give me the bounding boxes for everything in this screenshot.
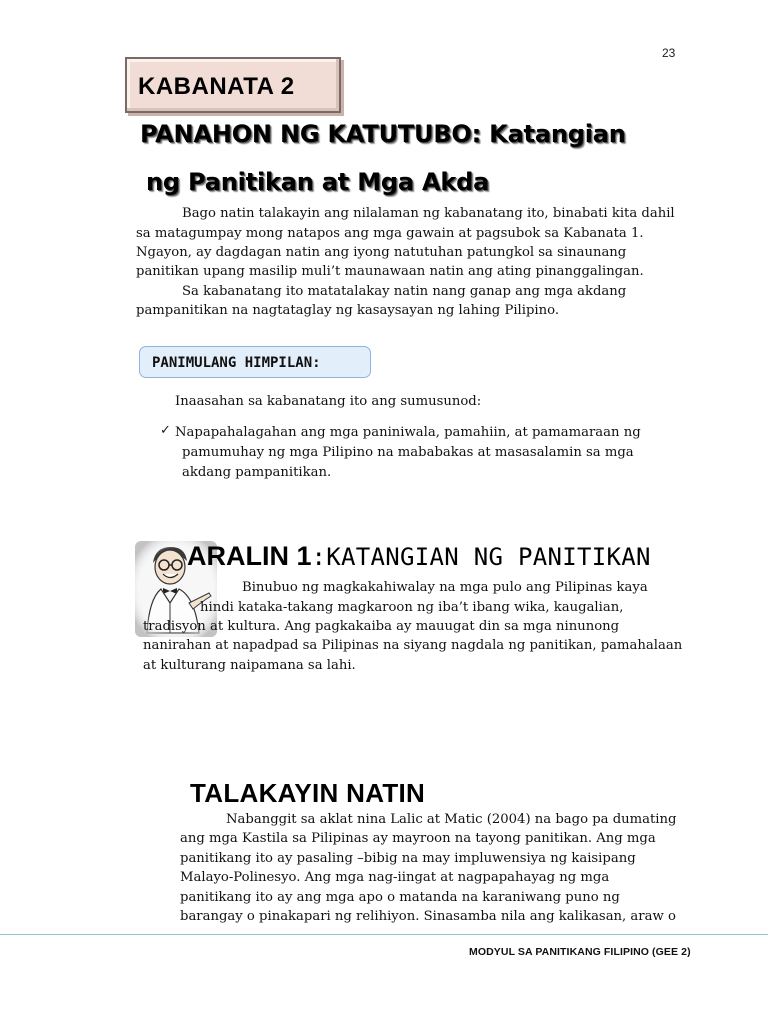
chapter-label-box: [125, 57, 341, 113]
chapter-label: KABANATA 2: [138, 73, 295, 100]
lesson-subtitle: :KATANGIAN NG PANITIKAN: [311, 543, 651, 571]
lesson-line: tradisyon at kultura. Ang pagkakaiba ay mauugat din sa mga ninunong: [143, 619, 620, 634]
checkmark-icon: ✓: [160, 423, 171, 438]
footer-text: MODYUL SA PANITIKANG FILIPINO (GEE 2): [469, 946, 691, 958]
lesson-line: nanirahan at napadpad sa Pilipinas na siyang nagdala ng panitikan, pamahalaan: [143, 638, 683, 653]
objective-line: akdang pampanitikan.: [182, 465, 332, 480]
intro-line: Ngayon, ay dagdagan natin ang iyong natutuhan patungkol sa sinaunang: [136, 245, 627, 260]
footer-divider: [0, 934, 768, 935]
lesson-line: at kulturang naipamana sa lahi.: [143, 658, 356, 673]
discussion-line: panitikang ito ay pasaling –bibig na may impluwensiya ng kaisipang: [180, 851, 636, 866]
panimula-label-box: [139, 346, 371, 378]
expectation-lead: Inaasahan sa kabanatang ito ang sumusunod:: [175, 394, 482, 409]
discussion-line: Malayo-Polinesyo. Ang mga nag-iingat at nagpapahayag ng mga: [180, 870, 610, 885]
discussion-line: barangay o pinakapari ng relihiyon. Sinasamba nila ang kalikasan, araw o: [180, 909, 676, 924]
intro-line: panitikan upang masilip muli’t maunawaan natin ang ating pinanggalingan.: [136, 264, 644, 279]
section-title: TALAKAYIN NATIN: [190, 778, 426, 808]
intro-line: sa matagumpay mong natapos ang mga gawain at pagsubok sa Kabanata 1.: [136, 226, 644, 241]
lesson-line: hindi kataka-takang magkaroon ng iba’t ibang wika, kaugalian,: [200, 600, 624, 615]
discussion-line: panitikang ito ay ang mga apo o matanda na karaniwang puno ng: [180, 890, 620, 905]
lesson-line: Binubuo ng magkakahiwalay na mga pulo ang Pilipinas kaya: [242, 580, 648, 595]
lesson-number: ARALIN 1: [187, 541, 312, 571]
lesson-heading: [187, 541, 651, 572]
chapter-title-line-1: PANAHON NG KATUTUBO: Katangian: [140, 120, 626, 148]
intro-line: Bago natin talakayin ang nilalaman ng kabanatang ito, binabati kita dahil: [182, 206, 675, 221]
intro-line: Sa kabanatang ito matatalakay natin nang ganap ang mga akdang: [182, 284, 627, 299]
chapter-title-line-2: ng Panitikan at Mga Akda: [146, 168, 490, 196]
discussion-line: ang mga Kastila sa Pilipinas ay mayroon na tayong panitikan. Ang mga: [180, 831, 656, 846]
discussion-line: Nabanggit sa aklat nina Lalic at Matic (2004) na bago pa dumating: [226, 812, 677, 827]
panimula-label: PANIMULANG HIMPILAN:: [152, 355, 321, 371]
objective-line: pamumuhay ng mga Pilipino na mababakas at masasalamin sa mga: [182, 445, 634, 460]
intro-line: pampanitikan na nagtataglay ng kasaysayan ng lahing Pilipino.: [136, 303, 560, 318]
objective-line: Napapahalagahan ang mga paniniwala, pamahiin, at pamamaraan ng: [175, 425, 641, 440]
page-number: 23: [662, 46, 676, 60]
